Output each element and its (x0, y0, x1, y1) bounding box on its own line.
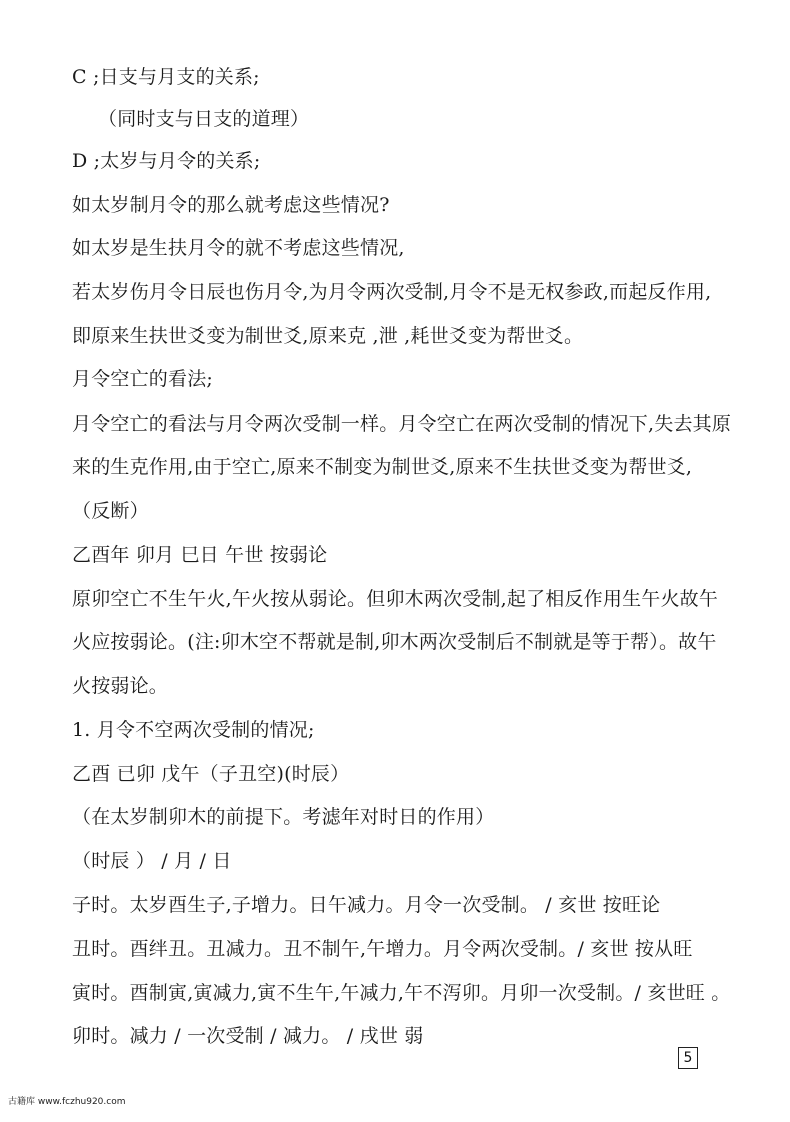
page-number-box: 5 (678, 1047, 698, 1069)
text-line-1: C ;日支与月支的关系; (72, 66, 260, 88)
text-line-3: D ;太岁与月令的关系; (72, 150, 261, 172)
text-line-14: 火应按弱论。(注:卯木空不帮就是制,卯木两次受制后不制就是等于帮）。故午 (72, 631, 717, 653)
text-line-10: 来的生克作用,由于空亡,原来不制变为制世爻,原来不生扶世爻变为帮世爻, (72, 456, 693, 478)
watermark-text: 古籍库 www.fczhu920.com (8, 1097, 126, 1107)
text-line-5: 如太岁是生扶月令的就不考虑这些情况, (72, 237, 405, 259)
text-line-20: 子时。太岁酉生子,子增力。日午减力。月令一次受制。 / 亥世 按旺论 (72, 894, 661, 916)
text-line-11: （反断） (72, 500, 149, 522)
text-line-18: （在太岁制卯木的前提下。考滤年对时日的作用） (72, 806, 495, 828)
text-line-8: 月令空亡的看法; (72, 368, 214, 390)
text-line-12: 乙酉年 卯月 巳日 午世 按弱论 (72, 544, 328, 566)
text-line-7: 即原来生扶世爻变为制世爻,原来克 ,泄 ,耗世爻变为帮世爻。 (72, 325, 584, 347)
text-line-9: 月令空亡的看法与月令两次受制一样。月令空亡在两次受制的情况下,失去其原 (72, 413, 732, 435)
text-line-15: 火按弱论。 (72, 675, 169, 697)
text-line-21: 丑时。酉绊丑。丑减力。丑不制午,午增力。月令两次受制。/ 亥世 按从旺 (72, 938, 693, 960)
text-line-4: 如太岁制月令的那么就考虑这些情况? (72, 194, 390, 216)
text-line-6: 若太岁伤月令日辰也伤月令,为月令两次受制,月令不是无权参政,而起反作用, (72, 281, 712, 303)
text-line-23: 卯时。减力 / 一次受制 / 减力。 / 戌世 弱 (72, 1025, 424, 1047)
text-line-13: 原卯空亡不生午火,午火按从弱论。但卯木两次受制,起了相反作用生午火故午 (72, 588, 719, 610)
text-line-17: 乙酉 已卯 戊午（子丑空)(时辰） (72, 763, 350, 785)
text-line-16: 1. 月令不空两次受制的情况; (72, 719, 315, 741)
text-line-19: （时辰 ） / 月 / 日 (72, 850, 232, 872)
text-line-2: （同时支与日支的道理） (98, 108, 310, 130)
text-line-22: 寅时。酉制寅,寅减力,寅不生午,午减力,午不泻卯。月卯一次受制。/ 亥世旺 。 (72, 982, 731, 1004)
